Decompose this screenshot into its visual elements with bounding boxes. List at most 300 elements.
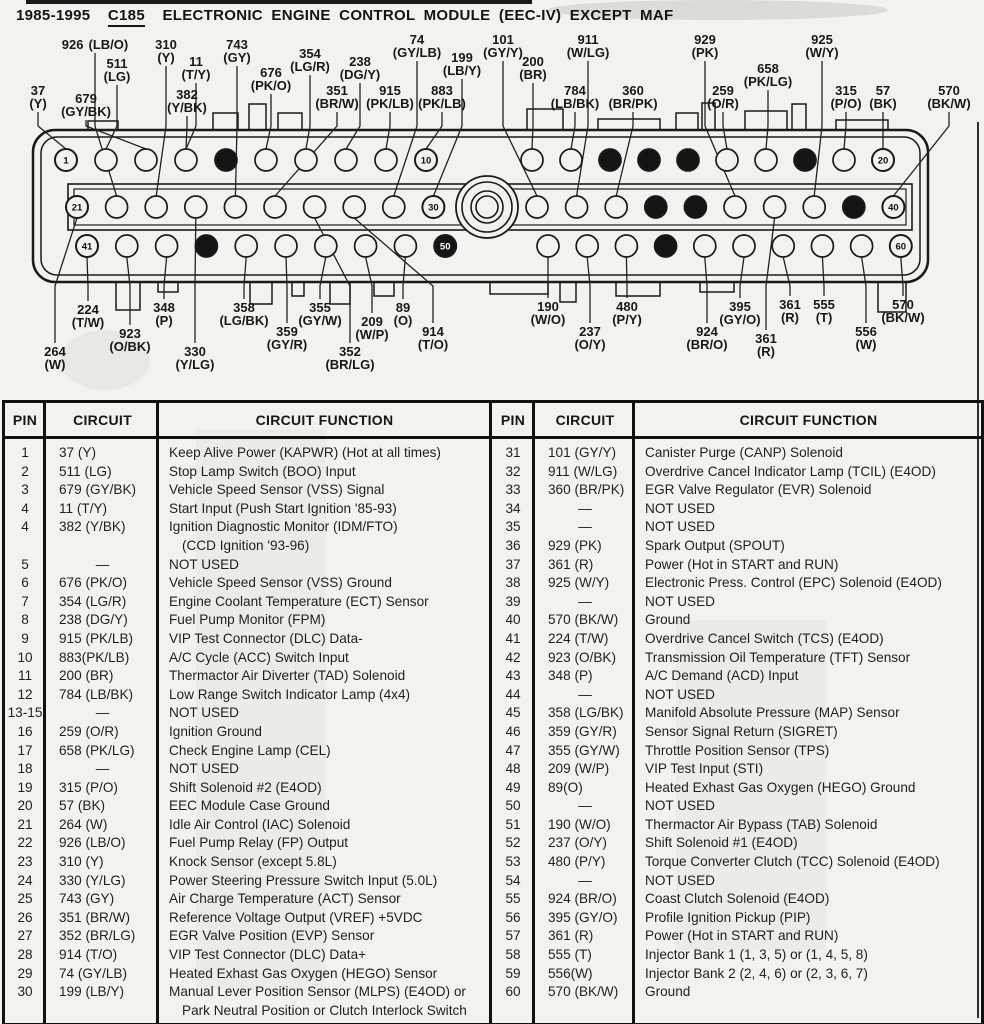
leader-line [286, 257, 287, 323]
wire-label [109, 326, 150, 354]
keying-tab [249, 104, 266, 130]
wire-color-code: (LG) [103, 69, 131, 84]
wire-number: 358 [233, 300, 255, 315]
function-cell [160, 797, 489, 816]
function-text: Thermactor Air Bypass (TAB) Solenoid [645, 816, 878, 832]
function-text: Engine Coolant Temperature (ECT) Sensor [169, 593, 429, 609]
pin-cell: 16 [17, 723, 33, 739]
wire-label [340, 54, 380, 82]
pin-51 [537, 235, 559, 257]
pin-22 [106, 196, 128, 218]
pin-cell: 36 [505, 537, 521, 553]
wire-color-code: (BR/LG) [325, 357, 375, 372]
pin-cell: 45 [505, 705, 521, 721]
circuit-cell: — [95, 761, 110, 777]
wire-color-code: (W/Y) [805, 45, 839, 60]
pin-3 [135, 149, 157, 171]
circuit-cell: 359 (GY/R) [548, 723, 617, 739]
pin-cell: 33 [505, 482, 521, 498]
pin-12 [560, 149, 582, 171]
pin-cell: 29 [17, 965, 33, 981]
wire-number: 352 [339, 344, 361, 359]
wire-color-code: (T/O) [417, 337, 449, 352]
pinout-table-right [492, 403, 981, 1023]
function-text: EEC Module Case Ground [169, 798, 330, 814]
pin-cell: 56 [505, 909, 521, 925]
wire-color-code: (BK) [869, 96, 897, 111]
wire-number: 923 [119, 326, 141, 341]
keying-tab [560, 282, 576, 302]
wire-color-code: (BK/W) [927, 96, 971, 111]
leader-line [394, 61, 417, 196]
wire-number: 57 [875, 83, 891, 98]
table-row [5, 463, 489, 482]
wire-color-code: (LB/BK) [550, 96, 600, 111]
wire-number: 315 [835, 83, 857, 98]
function-text: VIP Test Input (STI) [645, 761, 764, 777]
function-text: EGR Valve Position (EVP) Sensor [169, 928, 375, 944]
table-row [5, 742, 489, 761]
wire-number: 238 [349, 54, 371, 69]
table-row [5, 667, 489, 686]
function-cell [636, 500, 981, 519]
pin-55 [694, 235, 716, 257]
pin-cell: 28 [17, 947, 33, 963]
pin-cell: 12 [17, 686, 33, 702]
pin-cell: 43 [505, 668, 521, 684]
function-cell [636, 890, 981, 909]
function-text-line2: Park Neutral Position or Clutch Interlock Switch [182, 1002, 467, 1018]
wire-label [393, 32, 441, 60]
wire-color-code: (Y) [29, 96, 47, 111]
table-row [492, 872, 981, 891]
function-cell [636, 518, 981, 537]
wire-number: 556 [855, 324, 877, 339]
pin-cell: 51 [505, 816, 521, 832]
leader-line [766, 90, 768, 149]
page-title [16, 7, 682, 24]
wire-label [418, 83, 466, 111]
table-row [492, 500, 981, 519]
table-row [5, 686, 489, 705]
function-cell [160, 742, 489, 761]
wire-number: 480 [616, 299, 638, 314]
function-text: Transmission Oil Temperature (TFT) Sensor [645, 649, 911, 665]
table-row [5, 965, 489, 984]
wire-label [290, 46, 330, 74]
function-text: Torque Converter Clutch (TCC) Solenoid (E4OD) [645, 854, 940, 870]
table-row [492, 890, 981, 909]
function-text: A/C Cycle (ACC) Switch Input [169, 649, 349, 665]
wire-number: 101 [492, 32, 514, 47]
leader-line [587, 257, 590, 323]
table-header-row [492, 403, 981, 438]
pin-35 [684, 196, 706, 218]
wire-label [881, 297, 924, 325]
function-text: NOT USED [645, 519, 715, 535]
pin-cell: 24 [17, 872, 33, 888]
wire-label [483, 32, 523, 60]
table-row [5, 816, 489, 835]
pin-16 [716, 149, 738, 171]
function-cell [160, 667, 489, 686]
circuit-cell: 348 (P) [548, 668, 593, 684]
function-text: Coast Clutch Solenoid (E4OD) [645, 891, 830, 907]
wire-color-code: (O/Y) [574, 337, 606, 352]
pin-cell: 58 [505, 947, 521, 963]
function-cell [160, 983, 489, 1020]
pin-cell: 40 [505, 612, 521, 628]
wire-label [805, 32, 838, 60]
table-row [5, 438, 489, 463]
wire-color-code: (T/W) [71, 315, 105, 330]
connector-diagram [0, 30, 984, 396]
eec-connector-drawing [0, 30, 984, 396]
function-cell [636, 965, 981, 984]
pin-number-41: 41 [81, 241, 93, 253]
function-text: Power Steering Pressure Switch Input (5.0L) [169, 872, 438, 888]
function-text: Thermactor Air Diverter (TAD) Solenoid [169, 668, 406, 684]
wire-number: 351 [326, 83, 348, 98]
wire-label [182, 54, 211, 82]
wire-label [153, 300, 175, 328]
table-header-row [5, 403, 489, 438]
wire-label [155, 37, 177, 65]
wire-color-code: (BK/W) [881, 310, 925, 325]
circuit-cell: 57 (BK) [59, 798, 106, 814]
function-cell [160, 630, 489, 649]
circuit-cell: — [578, 593, 592, 609]
function-cell [636, 686, 981, 705]
wire-label [223, 37, 250, 65]
circuit-cell: 238 (DG/Y) [59, 612, 128, 628]
wire-number: 348 [153, 300, 175, 315]
keying-tab [836, 120, 888, 130]
function-cell [160, 704, 489, 723]
function-cell [160, 500, 489, 519]
pin-14 [638, 149, 660, 171]
function-text: Overdrive Cancel Switch (TCS) (E4OD) [645, 630, 884, 646]
wire-color-code: (PK/O) [250, 78, 292, 93]
wire-label [855, 324, 877, 352]
function-cell [636, 909, 981, 928]
wire-color-code: (BR) [519, 67, 547, 82]
header-pin: PIN [492, 403, 534, 438]
header-circuit: CIRCUIT [534, 403, 636, 438]
pin-number-40: 40 [888, 202, 899, 214]
table-row [492, 779, 981, 798]
wire-label [61, 91, 111, 119]
circuit-cell: — [578, 798, 592, 814]
function-text: Fuel Pump Relay (FP) Output [169, 835, 349, 851]
wire-color-code: (O) [393, 313, 413, 328]
pin-33 [605, 196, 627, 218]
table-row [492, 927, 981, 946]
wire-label [62, 37, 128, 52]
circuit-cell: 382 (Y/BK) [59, 519, 126, 535]
pin-56 [733, 235, 755, 257]
wire-color-code: (T) [815, 310, 833, 325]
pin-cell: 2 [21, 463, 29, 479]
circuit-cell: 101 (GY/Y) [548, 445, 616, 460]
circuit-cell: 358 (LG/BK) [548, 705, 624, 721]
pin-cell: 48 [505, 761, 521, 777]
leader-line [740, 257, 744, 298]
pin-cell: 11 [17, 668, 33, 684]
pin-cell: 41 [505, 630, 521, 646]
keying-tab [745, 111, 787, 130]
wire-color-code: (BR/O) [686, 337, 728, 352]
function-cell [160, 834, 489, 853]
leader-line [244, 257, 246, 299]
function-text: NOT USED [169, 705, 239, 721]
function-text: Low Range Switch Indicator Lamp (4x4) [169, 686, 411, 702]
keying-tab [213, 113, 238, 130]
circuit-cell: 679 (GY/BK) [59, 482, 137, 498]
pin-cell: 46 [505, 723, 521, 739]
leader-line [354, 218, 433, 323]
leader-line [195, 218, 196, 343]
function-cell [636, 872, 981, 891]
circuit-cell: 200 (BR) [59, 668, 114, 684]
pin-cell: 4 [21, 500, 29, 516]
function-cell [636, 574, 981, 593]
pin-13 [599, 149, 621, 171]
function-text: Ignition Ground [169, 723, 262, 739]
wire-number: 914 [422, 324, 444, 339]
wire-color-code: (R) [780, 310, 800, 325]
wire-color-code: (LG/BK) [219, 313, 269, 328]
wire-label [167, 87, 207, 115]
wire-label [608, 83, 657, 111]
pin-5 [215, 149, 237, 171]
pin-cell: 5 [21, 556, 29, 572]
wire-label [779, 297, 801, 325]
pin-cell: 3 [21, 482, 29, 498]
circuit-cell: — [95, 556, 110, 572]
circuit-cell: — [578, 872, 592, 888]
pin-49 [394, 235, 416, 257]
function-text: Canister Purge (CANP) Solenoid [645, 445, 843, 460]
function-cell [160, 946, 489, 965]
pin-48 [355, 235, 377, 257]
keying-tab [676, 113, 698, 130]
circuit-cell: 923 (O/BK) [548, 649, 616, 665]
function-cell [160, 927, 489, 946]
table-row [5, 574, 489, 593]
circuit-cell: 89(O) [548, 779, 583, 795]
function-cell [636, 946, 981, 965]
pin-cell: 8 [21, 612, 29, 628]
wire-number: 237 [579, 324, 601, 339]
wire-number: 37 [30, 83, 46, 98]
pin-cell: 59 [505, 965, 521, 981]
pin-number-21: 21 [71, 202, 83, 214]
pin-29 [383, 196, 405, 218]
wire-number: 209 [361, 314, 383, 329]
circuit-cell: 37 (Y) [59, 445, 97, 460]
wire-label [176, 344, 215, 372]
wire-label [366, 83, 414, 111]
circuit-cell: 924 (BR/O) [548, 891, 617, 907]
table-row [492, 481, 981, 500]
function-text: Injector Bank 2 (2, 4, 6) or (2, 3, 6, 7) [645, 965, 868, 981]
function-cell [636, 760, 981, 779]
pin-cell: 19 [17, 779, 33, 795]
circuit-cell: 354 (LG/R) [59, 593, 127, 609]
function-text: NOT USED [645, 500, 715, 516]
wire-number: 911 [577, 32, 599, 47]
wire-number: 200 [522, 54, 544, 69]
pin-cell: 35 [505, 519, 521, 535]
table-row [5, 593, 489, 612]
table-row [492, 463, 981, 482]
pin-9 [375, 149, 397, 171]
function-text: Manual Lever Position Sensor (MLPS) (E4OD) or [169, 984, 466, 1000]
pin-15 [677, 149, 699, 171]
table-row [492, 537, 981, 556]
function-cell [160, 890, 489, 909]
table-row [5, 797, 489, 816]
circuit-cell: 224 (T/W) [548, 630, 609, 646]
circuit-cell: 480 (P/Y) [548, 854, 606, 870]
wire-number: 570 [892, 297, 914, 312]
wire-color-code: (GY/R) [266, 337, 308, 352]
leader-line [346, 83, 360, 149]
pin-37 [764, 196, 786, 218]
pin-cell: 47 [505, 742, 521, 758]
wire-number: 743 [226, 37, 248, 52]
pin-46 [275, 235, 297, 257]
wire-color-code: (GY/W) [298, 313, 342, 328]
wire-label [104, 56, 131, 84]
circuit-cell: — [578, 500, 592, 516]
function-text: Vehicle Speed Sensor (VSS) Ground [169, 575, 392, 591]
circuit-cell: 784 (LB/BK) [59, 686, 134, 702]
wire-number: 915 [379, 83, 401, 98]
function-cell [160, 853, 489, 872]
keying-tab [700, 282, 734, 292]
function-cell [160, 556, 489, 575]
function-text: Power (Hot in START and RUN) [645, 556, 839, 572]
function-text-line2: (CCD Ignition '93-96) [182, 537, 310, 553]
circuit-cell: 330 (Y/LG) [59, 872, 126, 888]
table-row [5, 611, 489, 630]
table-row [5, 946, 489, 965]
circuit-cell: — [578, 519, 592, 535]
table-row [492, 742, 981, 761]
wire-color-code: (GY/BK) [61, 104, 111, 119]
pin-cell: 31 [505, 445, 521, 460]
wire-number: 359 [276, 324, 298, 339]
pin-cell: 60 [505, 984, 521, 1000]
wire-color-code: (O/R) [707, 96, 739, 111]
function-text: EGR Valve Regulator (EVR) Solenoid [645, 482, 872, 498]
table-row [492, 946, 981, 965]
pin-47 [315, 235, 337, 257]
pin-cell: 21 [17, 816, 33, 832]
header-circuit-function: CIRCUIT FUNCTION [160, 403, 489, 438]
leader-line [822, 257, 824, 296]
wire-number: 679 [75, 91, 97, 106]
wire-label [927, 83, 970, 111]
leader-line [186, 116, 187, 149]
wire-number: 330 [184, 344, 206, 359]
function-text: NOT USED [169, 556, 239, 572]
circuit-cell: 237 (O/Y) [548, 835, 607, 851]
table-row [5, 649, 489, 668]
circuit-cell: 259 (O/R) [59, 723, 119, 739]
wire-number: 11 [189, 54, 203, 69]
wire-number: 784 [564, 83, 586, 98]
function-text: VIP Test Connector (DLC) Data+ [169, 947, 367, 963]
wire-label [813, 297, 835, 325]
wire-number: 355 [309, 300, 331, 315]
pin-cell: 20 [17, 798, 33, 814]
function-cell [160, 481, 489, 500]
table-row [492, 965, 981, 984]
pin-number-50: 50 [439, 241, 451, 253]
wire-color-code: (PK/LB) [366, 96, 414, 111]
wire-color-code: (GY/Y) [483, 45, 523, 60]
table-row [492, 909, 981, 928]
function-cell [160, 965, 489, 984]
pin-number-20: 20 [877, 155, 889, 167]
table-row [5, 481, 489, 500]
wire-color-code: (W/P) [355, 327, 389, 342]
pin-32 [566, 196, 588, 218]
function-text: NOT USED [645, 593, 715, 609]
function-text: Heated Exhast Gas Oxygen (HEGO) Ground [645, 779, 916, 795]
circuit-cell: 570 (BK/W) [548, 612, 619, 628]
table-row [5, 890, 489, 909]
leader-line [306, 75, 310, 149]
function-text: NOT USED [645, 798, 715, 814]
pin-number-60: 60 [895, 241, 907, 253]
pin-2 [95, 149, 117, 171]
pin-19 [833, 149, 855, 171]
pin-cell: 42 [505, 649, 521, 665]
function-text: Knock Sensor (except 5.8L) [169, 854, 337, 870]
function-cell [636, 834, 981, 853]
function-text: Electronic Press. Control (EPC) Solenoid (E4OD) [645, 575, 942, 591]
pin-cell: 38 [505, 575, 521, 591]
wire-color-code: (DG/Y) [339, 67, 381, 82]
scan-edge-artifact [26, 0, 532, 4]
function-cell [160, 649, 489, 668]
function-text: Idle Air Control (IAC) Solenoid [169, 816, 351, 832]
wire-color-code: (P/O) [830, 96, 862, 111]
wire-number: 570 [938, 83, 960, 98]
circuit-cell: 911 (W/LG) [548, 463, 618, 479]
pin-number-30: 30 [428, 202, 439, 214]
function-cell [160, 779, 489, 798]
pin-54 [655, 235, 677, 257]
wire-color-code: (BR/W) [315, 96, 359, 111]
wire-number: 925 [811, 32, 833, 47]
pin-44 [195, 235, 217, 257]
function-text: Start Input (Push Start Ignition '85-93) [169, 500, 397, 516]
circuit-cell: 926 (LB/O) [59, 835, 126, 851]
pin-cell: 1 [21, 445, 29, 460]
function-text: Ignition Diagnostic Monitor (IDM/FTO) [169, 519, 398, 535]
pin-17 [755, 149, 777, 171]
table-row [5, 853, 489, 872]
wire-label [44, 344, 66, 372]
wire-number: 259 [712, 83, 734, 98]
wire-color-code: (GY/LB) [392, 45, 442, 60]
pin-26 [264, 196, 286, 218]
